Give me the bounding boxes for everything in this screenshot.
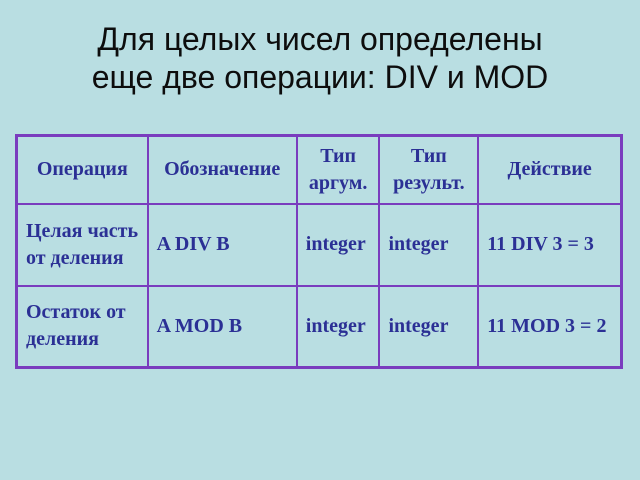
table-row-mod [17,286,622,368]
header-result-type: Тип результ. [379,136,478,204]
slide-title-line-1: Для целых чисел определены [97,21,543,57]
cell-div-notation: A DIV B [148,204,297,286]
header-arg-type: Тип аргум. [297,136,380,204]
slide-title [0,20,640,96]
cell-div-operation: Целая часть от деления [17,204,148,286]
cell-div-result-type: integer [379,204,478,286]
header-operation: Операция [17,136,148,204]
table-row-div [17,204,622,286]
slide-title-line-2: еще две операции: DIV и MOD [91,59,549,95]
header-action: Действие [478,136,621,204]
cell-mod-example: 11 MOD 3 = 2 [478,286,621,368]
cell-div-example: 11 DIV 3 = 3 [478,204,621,286]
operations-table [15,134,623,369]
cell-mod-result-type: integer [379,286,478,368]
header-notation: Обозначение [148,136,297,204]
cell-mod-notation: A MOD B [148,286,297,368]
cell-div-arg-type: integer [297,204,380,286]
cell-mod-arg-type: integer [297,286,380,368]
table-header-row [17,136,622,204]
cell-mod-operation: Остаток от деления [17,286,148,368]
